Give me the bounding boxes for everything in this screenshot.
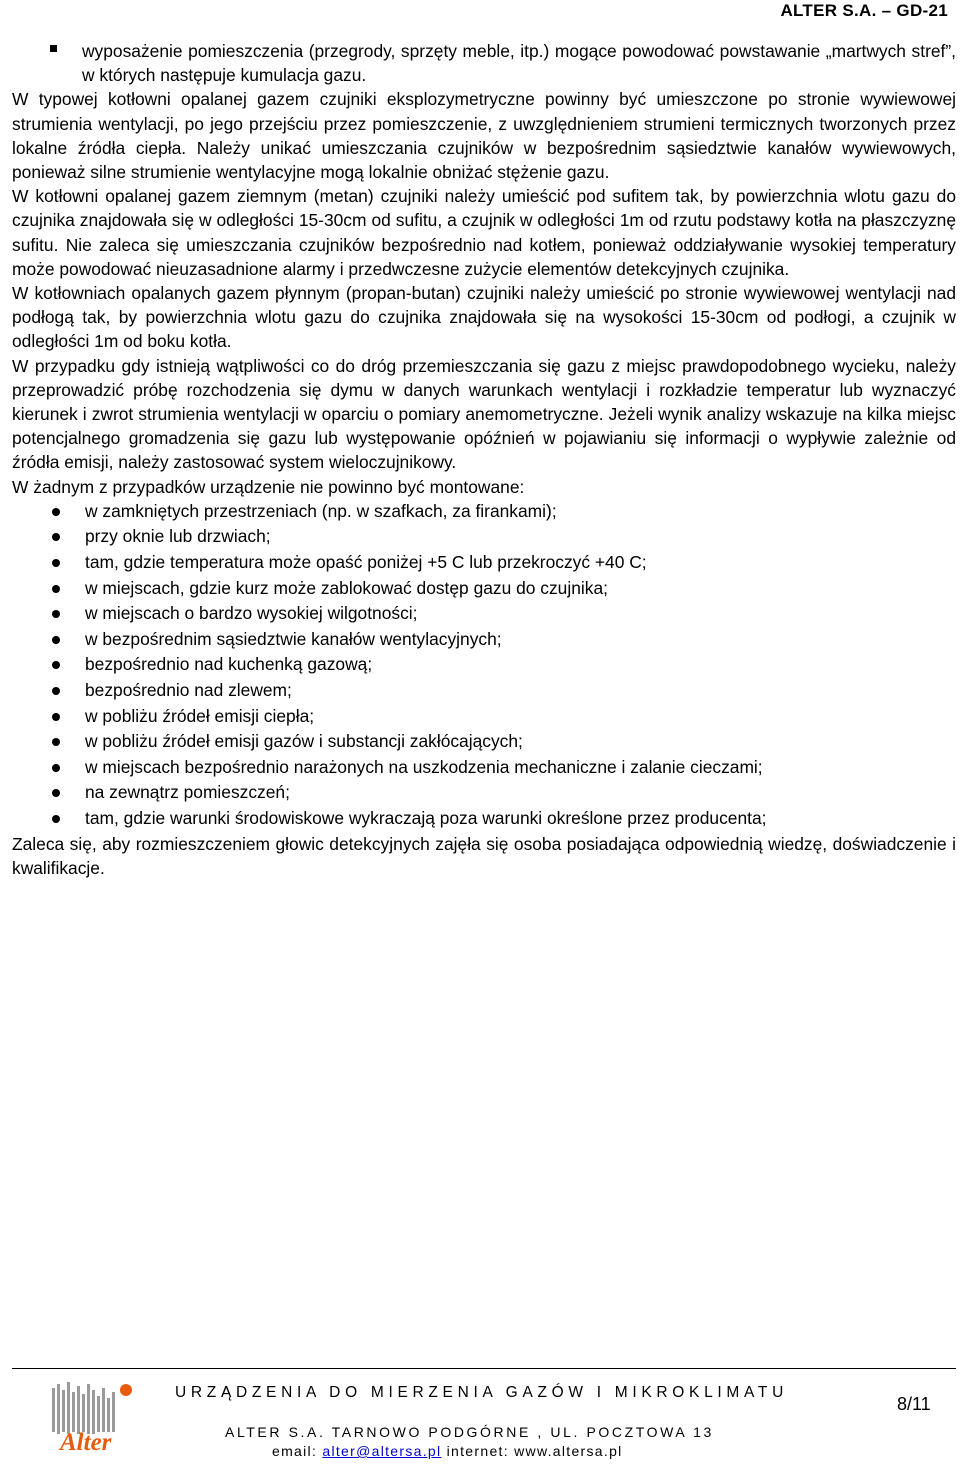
prohibited-locations-list bbox=[12, 499, 956, 832]
document-body bbox=[12, 39, 956, 880]
list-item: tam, gdzie temperatura może opaść poniżej +5 C lub przekroczyć +40 C; bbox=[12, 550, 956, 576]
bullet-dot-icon bbox=[52, 764, 60, 772]
bullet-dot-icon bbox=[52, 815, 60, 823]
paragraph-lpg: W kotłowniach opalanych gazem płynnym (propan-butan) czujniki należy umieścić po stronie wywiewowej wentylacji nad podłogą tak, by powierzchnia wlotu gazu do czujnika znajdowała się na wysokości 15-30cm od podłogi, a czujnik w odległości 1m od boku kotła. bbox=[12, 283, 956, 352]
page-number: 8/11 bbox=[897, 1394, 931, 1414]
email-label: email: bbox=[272, 1443, 318, 1459]
list-item: w zamkniętych przestrzeniach (np. w szafkach, za firankami); bbox=[12, 499, 956, 525]
bullet-dot-icon bbox=[52, 636, 60, 644]
bullet-dot-icon bbox=[52, 789, 60, 797]
list-item: w miejscach bezpośrednio narażonych na uszkodzenia mechaniczne i zalanie cieczami; bbox=[12, 755, 956, 781]
bullet-dot-icon bbox=[52, 738, 60, 746]
footer-company-tagline: URZĄDZENIA DO MIERZENIA GAZÓW I MIKROKLIMATU bbox=[175, 1384, 788, 1401]
list-item: w pobliżu źródeł emisji gazów i substancji zakłócających; bbox=[12, 729, 956, 755]
bullet-dot-icon bbox=[52, 508, 60, 516]
internet-label: internet: bbox=[446, 1443, 509, 1459]
bullet-dot-icon bbox=[52, 713, 60, 721]
email-link[interactable]: alter@altersa.pl bbox=[322, 1443, 442, 1459]
list-item: w miejscach, gdzie kurz może zablokować dostęp gazu do czujnika; bbox=[12, 576, 956, 602]
logo-wordmark: Alter bbox=[60, 1429, 112, 1456]
list-item: tam, gdzie warunki środowiskowe wykraczają poza warunki określone przez producenta; bbox=[12, 806, 956, 832]
square-bullet-text: wyposażenie pomieszczenia (przegrody, sprzęty meble, itp.) mogące powodować powstawanie „martwych stref”, w których następuje kumulacja gazu. bbox=[82, 41, 956, 86]
bullet-dot-icon bbox=[52, 559, 60, 567]
document-header-title: ALTER S.A. – GD-21 bbox=[780, 1, 948, 20]
list-item: w bezpośrednim sąsiedztwie kanałów wentylacyjnych; bbox=[12, 627, 956, 653]
list-item: w miejscach o bardzo wysokiej wilgotności; bbox=[12, 601, 956, 627]
alter-logo bbox=[46, 1380, 142, 1460]
footer-address: ALTER S.A. TARNOWO PODGÓRNE , UL. POCZTOWA 13 bbox=[225, 1424, 714, 1440]
bullet-dot-icon bbox=[52, 610, 60, 618]
paragraph-closing: Zaleca się, aby rozmieszczeniem głowic detekcyjnych zajęła się osoba posiadająca odpowiednią wiedzę, doświadczenie i kwalifikacje. bbox=[12, 833, 956, 878]
bullet-dot-icon bbox=[52, 533, 60, 541]
logo-bars bbox=[52, 1382, 115, 1434]
paragraph-natural-gas: W kotłowni opalanej gazem ziemnym (metan) czujniki należy umieścić pod sufitem tak, by powierzchnia wlotu gazu do czujnika znajdowała się w odległości 15-30cm od sufitu, a czujnik w odległości 1m od rzutu podstawy kotła na płaszczyznę sufitu. Nie zaleca się umieszczania czujników bezpośrednio nad kotłem, ponieważ oddziaływanie wysokiej temperatury może powodować nieuzasadnione alarmy i przedwczesne zużycie elementów detekcyjnych czujnika. bbox=[12, 186, 956, 279]
list-item: bezpośrednio nad zlewem; bbox=[12, 678, 956, 704]
square-bullet-icon bbox=[50, 45, 57, 52]
bullet-dot-icon bbox=[52, 585, 60, 593]
paragraph-not-installed: W żadnym z przypadków urządzenie nie powinno być montowane: bbox=[12, 476, 525, 497]
square-bullet-item bbox=[12, 39, 956, 87]
bullet-dot-icon bbox=[52, 687, 60, 695]
list-item: przy oknie lub drzwiach; bbox=[12, 524, 956, 550]
list-item: bezpośrednio nad kuchenką gazową; bbox=[12, 652, 956, 678]
paragraph-typical-boiler-room: W typowej kotłowni opalanej gazem czujniki eksplozymetryczne powinny być umieszczone po stronie wywiewowej strumienia wentylacji, po jego przejściu przez pomieszczenie, z uwzględnieniem strumieni termicznych tworzonych przez lokalne źródła ciepła. Należy unikać umieszczania czujników w bezpośrednim sąsiedztwie kanałów wywiewowych, ponieważ silne strumienie wentylacyjne mogą lokalnie obniżać stężenie gazu. bbox=[12, 89, 956, 183]
website-link[interactable]: www.altersa.pl bbox=[514, 1443, 623, 1459]
bullet-dot-icon bbox=[52, 661, 60, 669]
list-item: na zewnątrz pomieszczeń; bbox=[12, 780, 956, 806]
paragraph-smoke-test: W przypadku gdy istnieją wątpliwości co do dróg przemieszczania się gazu z miejsc prawdopodobnego wycieku, należy przeprowadzić próbę rozchodzenia się dymu w danych warunkach wentylacji i rozkładzie temperatur lub wyznaczyć kierunek i zwrot strumienia wentylacji w oparciu o pomiary anemometryczne. Jeżeli wynik analizy wskazuje na kilka miejsc potencjalnego gromadzenia się gazu lub występowanie opóźnień w pojawianiu się informacji o wypływie zależnie od źródła emisji, należy zastosować system wieloczujnikowy. bbox=[12, 355, 956, 473]
logo-dot bbox=[120, 1384, 132, 1396]
footer-divider bbox=[12, 1368, 956, 1369]
list-item: w pobliżu źródeł emisji ciepła; bbox=[12, 704, 956, 730]
footer-contact bbox=[272, 1443, 623, 1459]
